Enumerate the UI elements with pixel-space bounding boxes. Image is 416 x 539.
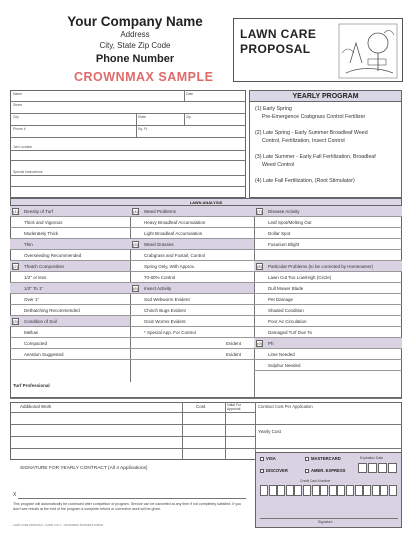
row-label: Ph (268, 341, 274, 346)
card-digit-box[interactable] (260, 485, 268, 496)
row-label: Insect Activity (144, 286, 172, 291)
lawn-analysis-row (10, 327, 130, 338)
lawn-analysis-row (254, 305, 402, 316)
mastercard-label: MASTERCARD (311, 456, 341, 461)
lawn-analysis-row (254, 206, 402, 217)
mastercard-option[interactable] (305, 456, 341, 461)
card-digit-box[interactable] (355, 485, 363, 496)
lawn-analysis-row (10, 338, 130, 349)
signature-label: Signature (318, 520, 333, 524)
row-label: 1/2" To 1" (24, 286, 44, 291)
row-label: Particular Problems (to be corrected by Homeowner) (268, 264, 374, 269)
lawn-analysis-row (130, 261, 254, 272)
lawn-analysis-row (10, 261, 130, 272)
expiration-digit-box[interactable] (358, 463, 367, 473)
row-label: Lawn Cut Too Low/High (Circle) (268, 275, 332, 280)
row-label: Grub Worms Evident (144, 319, 186, 324)
lawn-analysis-row (254, 349, 402, 360)
lawn-analysis-row (130, 272, 254, 283)
row-label: Dethatching Recommended (24, 308, 80, 313)
lawn-scene-icon (338, 23, 398, 79)
row-label: Light Broadleaf Accumulation (144, 231, 203, 236)
row-label: Shaded Condition (268, 308, 304, 313)
row-checkbox[interactable]: (7) (257, 209, 262, 214)
card-digit-box[interactable] (389, 485, 397, 496)
lawn-analysis-row (254, 338, 402, 349)
sample-watermark: CROWNMAX SAMPLE (74, 70, 214, 84)
form-title-line1: LAWN CARE (240, 27, 317, 41)
row-label: Crabgrass and Foxtail, Control (144, 253, 206, 258)
program-item: (1) Early Spring (255, 106, 292, 112)
program-item: (4) Late Fall Fertilization, (Root Stimulator) (255, 178, 355, 184)
visa-label: VISA (266, 456, 276, 461)
amex-checkbox[interactable] (305, 469, 309, 473)
row-label: 1/2" or less (24, 275, 47, 280)
discover-checkbox[interactable] (260, 469, 264, 473)
row-label: Overseeding Recommended (24, 253, 82, 258)
lawn-analysis-row (10, 206, 130, 217)
yearly-signature-line[interactable] (18, 498, 246, 499)
card-digit-box[interactable] (277, 485, 285, 496)
row-label: Heavy Broadleaf Accumulation (144, 220, 206, 225)
expiration-label: Expiration Date (360, 456, 384, 460)
discover-label: DISCOVER (266, 468, 288, 473)
row-label: Aeration Suggested (24, 352, 64, 357)
visa-checkbox[interactable] (260, 457, 264, 461)
row-label: Evident (226, 352, 242, 357)
row-label: Evident (226, 341, 242, 346)
lawn-analysis-row (10, 239, 130, 250)
visa-option[interactable] (260, 456, 276, 461)
card-digit-box[interactable] (363, 485, 371, 496)
company-name: Your Company Name (67, 14, 203, 29)
card-digit-box[interactable] (269, 485, 277, 496)
disclaimer-text: This program will automatically be continued after completion of program. Service can be cancelled at any time if not completely satisfied. If you don't see results at the end of the program a complete refund or corrective work will be given. (13, 502, 242, 511)
lawn-analysis-row (130, 305, 254, 316)
card-digit-box[interactable] (329, 485, 337, 496)
row-label: Weed Problems (144, 209, 176, 214)
lawn-analysis-row (10, 294, 130, 305)
lawn-analysis-row (130, 294, 254, 305)
lawn-analysis-row (130, 349, 254, 360)
row-checkbox[interactable]: (1) (13, 209, 18, 214)
mastercard-checkbox[interactable] (305, 457, 309, 461)
yearly-program-title: YEARLY PROGRAM (250, 91, 401, 102)
phone-label: Phone # (13, 127, 26, 131)
program-item: Pre-Emergence Crabgrass Control Fertilizer (262, 114, 366, 120)
lawn-analysis-row (10, 316, 130, 327)
row-label: Thatch Composition (24, 264, 65, 269)
sqft-label: Sq. Ft. (138, 127, 148, 131)
street-label: Street (13, 103, 23, 107)
row-label: Mellow (24, 330, 39, 335)
lawn-analysis-row (254, 239, 402, 250)
state-label: State (138, 115, 146, 119)
lawn-analysis-row (254, 327, 402, 338)
initial-approval-label: Initial For Approval (227, 403, 241, 411)
row-label: Condition of Soil (24, 319, 57, 324)
card-digit-box[interactable] (294, 485, 302, 496)
lawn-analysis-row (10, 283, 130, 294)
lawn-analysis-row (130, 316, 254, 327)
lawn-analysis-row (130, 217, 254, 228)
form-title (240, 27, 316, 57)
date-label: Date (186, 92, 194, 96)
expiration-digit-box[interactable] (378, 463, 387, 473)
lawn-analysis-row (254, 272, 402, 283)
lawn-analysis-row (254, 250, 402, 261)
row-checkbox[interactable]: (6) (133, 286, 138, 291)
row-label: Compacted (24, 341, 48, 346)
card-digit-box[interactable] (312, 485, 320, 496)
expiration-digit-box[interactable] (368, 463, 377, 473)
lawn-analysis-row (10, 228, 130, 239)
row-checkbox[interactable]: (8) (257, 264, 262, 269)
card-digit-box[interactable] (372, 485, 380, 496)
row-label: Chinch Bugs Evident (144, 308, 186, 313)
program-item: (2) Late Spring - Early Summer Broadleaf Weed (255, 130, 368, 136)
lawn-analysis-row (10, 250, 130, 261)
lawn-analysis-row (254, 360, 402, 371)
contract-cost-label: Contract Cost Per Application (258, 404, 313, 409)
lawn-analysis-row (130, 283, 254, 294)
expiration-digit-box[interactable] (388, 463, 397, 473)
row-label: Dollar Spot (268, 231, 291, 236)
special-instructions-label: Special Instructions (13, 170, 43, 174)
cost-label: Cost (196, 404, 206, 409)
discover-option[interactable] (260, 468, 288, 473)
card-signature-line[interactable] (260, 518, 398, 519)
city-label: City (13, 115, 19, 119)
turf-professional-label: Turf Professional (13, 383, 50, 388)
card-digit-box[interactable] (337, 485, 345, 496)
lawn-analysis-row (130, 228, 254, 239)
row-checkbox[interactable]: (9) (257, 341, 262, 346)
lawn-analysis-row (130, 206, 254, 217)
lawn-analysis-row (10, 305, 130, 316)
card-number-label: Credit Card Number (300, 479, 331, 483)
lawn-analysis-row (130, 327, 254, 338)
lawn-analysis-row (10, 349, 130, 360)
card-digit-box[interactable] (303, 485, 311, 496)
card-digit-box[interactable] (286, 485, 294, 496)
name-label: Name (13, 92, 23, 96)
company-city: City, State Zip Code (99, 41, 171, 50)
footer-code: LAWN CARE PROPOSAL - FORM LCP-1 - CROWNMAX BUSINESS FORMS (13, 524, 104, 527)
amex-option[interactable] (305, 468, 345, 473)
lawn-analysis-row (254, 261, 402, 272)
lawn-analysis-row (254, 294, 402, 305)
lawn-analysis-row (10, 217, 130, 228)
row-label: Weed Grasses (144, 242, 174, 247)
additional-work-label: Additional Work (20, 404, 52, 409)
company-block (40, 14, 230, 65)
row-label: Sulphur Needed (268, 363, 301, 368)
row-label: Pet Damage (268, 297, 294, 302)
program-item: Weed Control (262, 162, 295, 168)
row-label: Leaf Spot/Melting Out (268, 220, 312, 225)
row-label: * Special App. For Control (144, 330, 196, 335)
yearly-cost-label: Yearly Cost (258, 429, 281, 434)
lawn-analysis-row (254, 217, 402, 228)
amex-label: AMER. EXPRESS (311, 468, 346, 473)
lawn-analysis-row (10, 272, 130, 283)
lawn-analysis-title: LAWN ANALYSIS (10, 198, 402, 206)
company-phone: Phone Number (95, 53, 175, 65)
job-location-label: Job Location (13, 145, 33, 149)
row-label: Density of Turf (24, 209, 54, 214)
row-label: Sod Webworm Evident (144, 297, 190, 302)
yearly-signature-label: SIGNATURE FOR YEARLY CONTRACT (All 4 Applications) (20, 466, 148, 471)
company-address: Address (120, 30, 150, 39)
row-label: Thick and Vigorous (24, 220, 63, 225)
row-label: Over 1" (24, 297, 40, 302)
program-item: Control, Fertilization, Insect Control (262, 138, 345, 144)
lawn-analysis-row (130, 250, 254, 261)
row-label: Spring Only, With Approx. (144, 264, 196, 269)
row-label: Disease Activity (268, 209, 300, 214)
lawn-analysis-row (130, 338, 254, 349)
customer-info-box (10, 90, 246, 198)
card-digit-box[interactable] (346, 485, 354, 496)
card-digit-box[interactable] (320, 485, 328, 496)
lawn-analysis-row (130, 239, 254, 250)
row-checkbox[interactable]: (4) (133, 209, 138, 214)
row-label: Dull Mower Blade (268, 286, 304, 291)
row-checkbox[interactable]: (5) (133, 242, 138, 247)
signature-x: X (13, 492, 17, 498)
program-item: (3) Late Summer - Early Fall Fertilization, Broadleaf (255, 154, 376, 160)
row-label: Poor Air Circulation (268, 319, 307, 324)
row-label: Thin (24, 242, 33, 247)
row-label: Lime Needed (268, 352, 295, 357)
row-label: 70-80% Control (144, 275, 176, 280)
row-label: Fusarium Blight (268, 242, 300, 247)
row-checkbox[interactable]: (3) (13, 319, 18, 324)
lawn-analysis-row (254, 316, 402, 327)
zip-label: Zip (186, 115, 191, 119)
title-box (233, 18, 403, 82)
lawn-analysis-row (254, 283, 402, 294)
yearly-program-box (249, 90, 402, 198)
row-checkbox[interactable]: (2) (13, 264, 18, 269)
row-label: Moderately Thick (24, 231, 59, 236)
lawn-analysis-row (254, 228, 402, 239)
form-title-line2: PROPOSAL (240, 42, 311, 56)
row-label: Damaged Turf Due To (268, 330, 312, 335)
card-digit-box[interactable] (380, 485, 388, 496)
